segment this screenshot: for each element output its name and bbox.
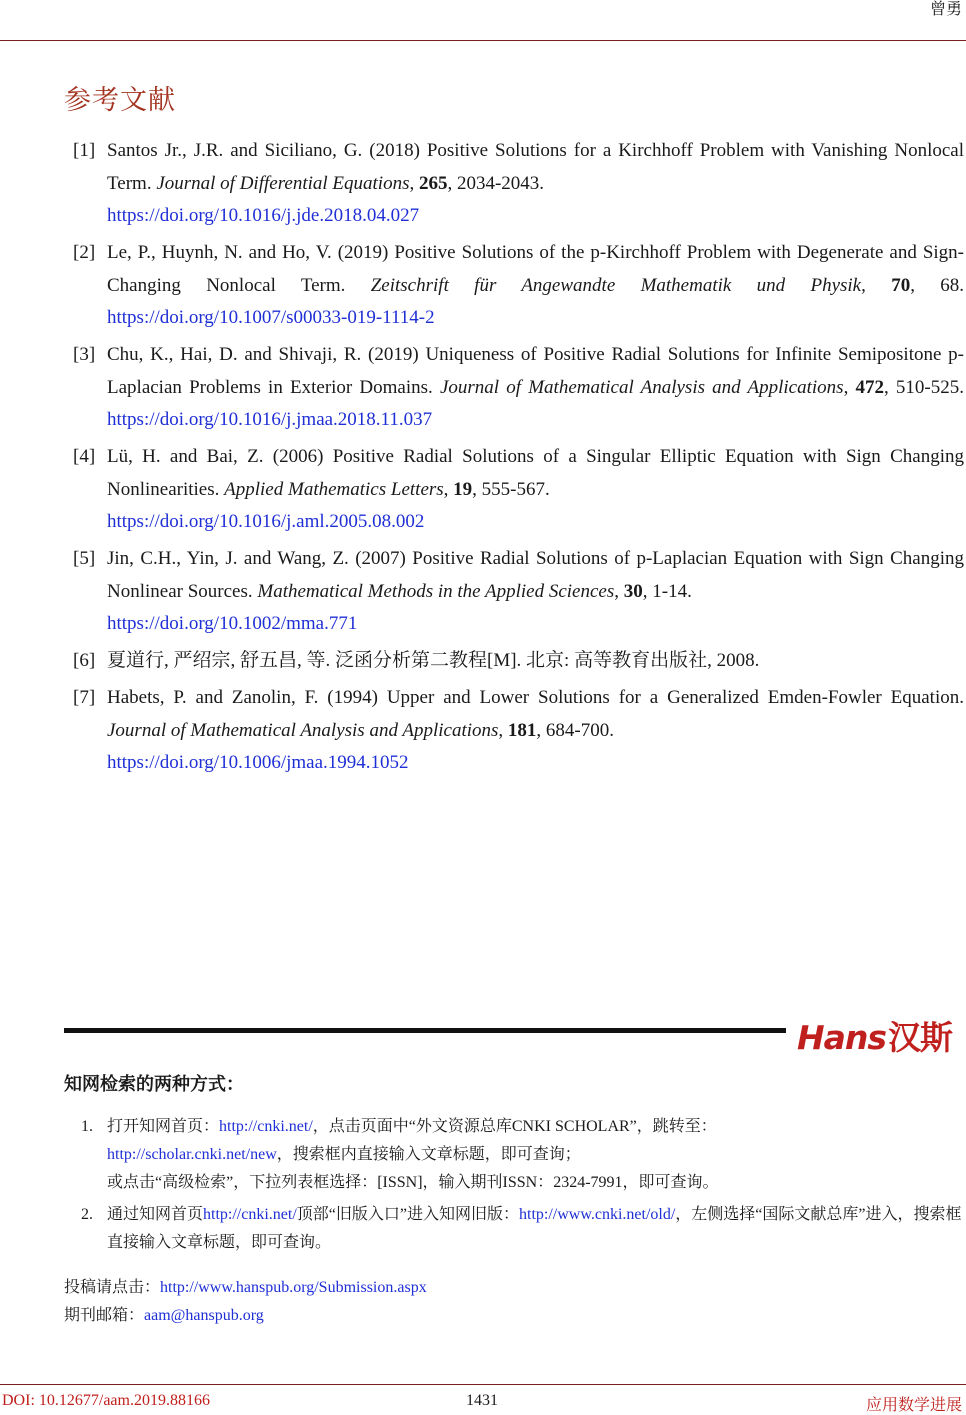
reference-item: [4] Lü, H. and Bai, Z. (2006) Positive Radial Solutions of a Singular Elliptic Equation with Sign Changing Nonlinearities. Applied Mathematics Letters, 19, 555-567. https://doi.org/10.1016/j.aml.2005.08.002 [64,441,964,539]
reference-number: [6] [73,650,96,671]
reference-volume: 181 [507,719,537,741]
reference-volume: 472 [855,376,884,398]
reference-text: Jin, C.H., Yin, J. and Wang, Z. (2007) Positive Radial Solutions of p-Laplacian Equation with Sign Changing Nonlinear Sources. [107,548,964,602]
cnki-home-link[interactable]: http://cnki.net/ [219,1118,313,1135]
reference-doi-link[interactable]: https://doi.org/10.1006/jmaa.1994.1052 [107,752,409,773]
cnki-instructions [64,1113,964,1261]
running-header-author: 曾勇 [929,1,962,18]
cnki-home-link[interactable]: http://cnki.net/ [203,1206,297,1223]
reference-number: [2] [73,242,96,263]
reference-text: Le, P., Huynh, N. and Ho, V. (2019) Positive Solutions of the p-Kirchhoff Problem with Degenerate and Sign-Changing Nonlocal Term. [107,242,964,296]
reference-text: Lü, H. and Bai, Z. (2006) Positive Radial Solutions of a Singular Elliptic Equation with Sign Changing Nonlinearities. [107,446,964,500]
cnki-text: ，点击页面中“外文资源总库CNKI SCHOLAR”，跳转至： [312,1118,717,1135]
reference-doi-link[interactable]: https://doi.org/10.1016/j.jmaa.2018.11.037 [107,409,433,430]
footer-rule [0,1384,966,1385]
cnki-text: 通过知网首页 [107,1206,204,1223]
reference-item: [3] Chu, K., Hai, D. and Shivaji, R. (2019) Uniqueness of Positive Radial Solutions for Infinite Semipositone p-Laplacian Problems in Exterior Domains. Journal of Mathematical Analysis and Applications, 472, 510-525. https://doi.org/10.1016/j.jmaa.2018.11.037 [64,339,964,437]
reference-number: [4] [73,446,96,467]
reference-doi-link[interactable]: https://doi.org/10.1002/mma.771 [107,613,358,634]
cnki-search-heading: 知网检索的两种方式： [64,1074,244,1095]
footer-page-number: 1431 [466,1392,498,1409]
cnki-instruction-item [64,1201,964,1257]
cnki-text: ，搜索框内直接输入文章标题，即可查询； [276,1146,581,1163]
footer-doi: DOI: 10.12677/aam.2019.88166 [2,1392,210,1409]
email-link[interactable]: aam@hanspub.org [144,1307,264,1324]
reference-journal: Applied Mathematics Letters [224,478,444,500]
submission-label: 投稿请点击： [64,1279,161,1296]
reference-item [64,645,964,678]
reference-pages: , 1-14. [642,580,692,602]
footer-journal-name: 应用数学进展 [865,1397,962,1414]
reference-doi-link[interactable]: https://doi.org/10.1016/j.jde.2018.04.027 [107,205,420,226]
cnki-item-line [107,1113,964,1141]
reference-item: [2] Le, P., Huynh, N. and Ho, V. (2019) Positive Solutions of the p-Kirchhoff Problem with Degenerate and Sign-Changing Nonlocal Term. Zeitschrift für Angewandte Mathematik und Physik, 70, 68. https://doi.org/10.1007/s00033-019-1114-2 [64,237,964,335]
hans-logo-latin: Hans [797,1018,887,1057]
submission-line [64,1274,427,1302]
reference-list [64,135,964,784]
cnki-scholar-link[interactable]: http://scholar.cnki.net/new [107,1146,277,1163]
cnki-old-link[interactable]: http://www.cnki.net/old/ [519,1206,676,1223]
reference-journal: Journal of Mathematical Analysis and Applications [107,719,499,741]
email-label: 期刊邮箱： [64,1307,145,1324]
reference-doi-link[interactable]: https://doi.org/10.1007/s00033-019-1114-2 [107,307,435,328]
submission-link[interactable]: http://www.hanspub.org/Submission.aspx [160,1279,427,1296]
reference-volume: 70 [891,274,911,296]
hans-logo [797,1012,952,1059]
reference-journal: Mathematical Methods in the Applied Sciences [257,580,615,602]
reference-number: [1] [73,140,96,161]
reference-pages: , 555-567. [472,478,550,500]
cnki-item-number: 2. [81,1206,93,1223]
reference-pages: , 2034-2043. [447,172,545,194]
header-rule [0,40,966,41]
reference-text: Santos Jr., J.R. and Siciliano, G. (2018) Positive Solutions for a Kirchhoff Problem with Vanishing Nonlocal Term. [107,140,964,194]
reference-pages: , 510-525. [884,376,965,398]
reference-volume: 19 [453,478,473,500]
reference-pages: , 684-700. [536,719,614,741]
reference-number: [7] [73,687,96,708]
reference-journal: Journal of Mathematical Analysis and Applications [439,376,844,398]
reference-text: Habets, P. and Zanolin, F. (1994) Upper and Lower Solutions for a Generalized Emden-Fowler Equation. [107,687,964,708]
reference-journal: Zeitschrift für Angewandte Mathematik und Physik [370,274,862,296]
reference-number: [3] [73,344,96,365]
reference-volume: 265 [418,172,448,194]
hans-logo-cn: 汉斯 [888,1018,953,1057]
reference-item: [7] Habets, P. and Zanolin, F. (1994) Upper and Lower Solutions for a Generalized Emden-Fowler Equation. Journal of Mathematical Analysis and Applications, 181, 684-700. https://doi.org/10.1006/jmaa.1994.1052 [64,682,964,780]
reference-volume: 30 [623,580,643,602]
reference-journal: Journal of Differential Equations [156,172,410,194]
reference-item: [1] Santos Jr., J.R. and Siciliano, G. (2018) Positive Solutions for a Kirchhoff Problem with Vanishing Nonlocal Term. Journal of Differential Equations, 265, 2034-2043. https://doi.org/10.1016/j.jde.2018.04.027 [64,135,964,233]
reference-pages: , 68. [910,274,965,296]
reference-text: 夏道行, 严绍宗, 舒五昌, 等. 泛函分析第二教程[M]. 北京: 高等教育出版社, 2008. [107,650,760,671]
cnki-item-number: 1. [81,1118,93,1135]
cnki-instruction-item [64,1113,964,1197]
cnki-item-line [107,1141,964,1169]
email-line [64,1302,427,1330]
references-title: 参考文献 [64,85,176,116]
cnki-item-line: 或点击“高级检索”，下拉列表框选择：[ISSN]，输入期刊ISSN：2324-7991，即可查询。 [107,1174,719,1191]
reference-doi-link[interactable]: https://doi.org/10.1016/j.aml.2005.08.002 [107,511,425,532]
cnki-text: 打开知网首页： [107,1118,220,1135]
cnki-text: 顶部“旧版入口”进入知网旧版： [296,1206,519,1223]
reference-item: [5] Jin, C.H., Yin, J. and Wang, Z. (2007) Positive Radial Solutions of p-Laplacian Equation with Sign Changing Nonlinear Sources. Mathematical Methods in the Applied Sciences, 30, 1-14. https://doi.org/10.1002/mma.771 [64,543,964,641]
hans-divider-rule [64,1028,786,1033]
reference-text: Chu, K., Hai, D. and Shivaji, R. (2019) Uniqueness of Positive Radial Solutions for Infinite Semipositone p-Laplacian Problems in Exterior Domains. [107,344,964,398]
submission-info [64,1274,427,1330]
reference-number: [5] [73,548,96,569]
cnki-text: ，左侧选择“国际文献总库”进入，搜索框直接输入文章标题，即可查询。 [107,1206,962,1251]
